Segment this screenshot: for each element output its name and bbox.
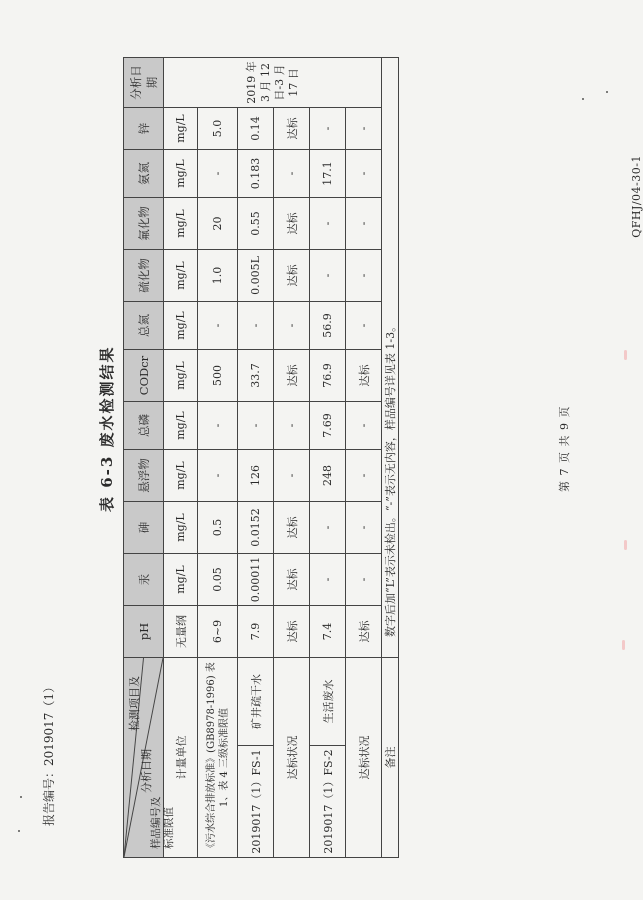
wastewater-results-table bbox=[123, 58, 397, 858]
scan-speck bbox=[582, 98, 584, 100]
standard-cell: 20 bbox=[198, 198, 238, 250]
status-cell: - bbox=[346, 402, 382, 450]
status-cell: - bbox=[274, 302, 310, 350]
value-cell: 0.005L bbox=[238, 250, 274, 302]
unit-cell: mg/L bbox=[164, 198, 198, 250]
status-fs1-row bbox=[274, 58, 310, 858]
status-label: 达标状况 bbox=[274, 658, 310, 858]
value-cell: 7.69 bbox=[310, 402, 346, 450]
col-arsenic: 砷 bbox=[124, 502, 164, 554]
corner-date-label: 分析日期 bbox=[140, 749, 153, 793]
units-row bbox=[164, 58, 198, 858]
standard-cell: 5.0 bbox=[198, 108, 238, 150]
status-cell: - bbox=[346, 554, 382, 606]
status-cell: 达标 bbox=[346, 606, 382, 658]
sample-fs2-row bbox=[310, 58, 346, 858]
table-title: 表 6-3 废水检测结果 bbox=[98, 345, 116, 512]
value-cell: 126 bbox=[238, 450, 274, 502]
standard-cell: 1.0 bbox=[198, 250, 238, 302]
remark-row bbox=[382, 58, 399, 858]
status-cell: 达标 bbox=[274, 554, 310, 606]
col-total-phosphorus: 总磷 bbox=[124, 402, 164, 450]
col-mercury: 汞 bbox=[124, 554, 164, 606]
value-cell: 0.00011 bbox=[238, 554, 274, 606]
analysis-date-value: 2019 年 3 月 12 日-3 月 17 日 bbox=[164, 58, 382, 108]
remark-text: 数字后加“L”表示未检出。“-”表示无内容，样品编号详见表 1-3。 bbox=[382, 58, 399, 658]
value-cell: 76.9 bbox=[310, 350, 346, 402]
status-cell: 达标 bbox=[274, 502, 310, 554]
value-cell: 0.183 bbox=[238, 150, 274, 198]
scan-speck bbox=[18, 830, 20, 832]
sample-name: 矿井疏干水 bbox=[238, 658, 274, 746]
standard-cell: 0.5 bbox=[198, 502, 238, 554]
unit-cell: mg/L bbox=[164, 402, 198, 450]
value-cell: - bbox=[238, 402, 274, 450]
scan-stain bbox=[624, 540, 627, 550]
units-label: 计量单位 bbox=[164, 658, 198, 858]
unit-cell: mg/L bbox=[164, 108, 198, 150]
status-cell: - bbox=[346, 302, 382, 350]
standard-row bbox=[198, 58, 238, 858]
standard-cell: - bbox=[198, 402, 238, 450]
unit-cell: mg/L bbox=[164, 502, 198, 554]
status-cell: 达标 bbox=[274, 250, 310, 302]
status-fs2-row bbox=[346, 58, 382, 858]
unit-cell: mg/L bbox=[164, 150, 198, 198]
sample-name: 生活废水 bbox=[310, 658, 346, 746]
value-cell: 56.9 bbox=[310, 302, 346, 350]
unit-cell: mg/L bbox=[164, 350, 198, 402]
scan-stain bbox=[624, 350, 627, 360]
status-cell: - bbox=[346, 108, 382, 150]
corner-sample-label: 样品编号及 标准限值 bbox=[150, 796, 175, 849]
value-cell: 17.1 bbox=[310, 150, 346, 198]
scan-stain bbox=[622, 640, 625, 650]
status-cell: - bbox=[274, 402, 310, 450]
unit-cell: mg/L bbox=[164, 554, 198, 606]
standard-cell: 500 bbox=[198, 350, 238, 402]
status-cell: 达标 bbox=[274, 198, 310, 250]
unit-cell: mg/L bbox=[164, 250, 198, 302]
col-analysis-date: 分析日期 bbox=[124, 58, 164, 108]
value-cell: 7.4 bbox=[310, 606, 346, 658]
corner-items-label: 检测项目及 bbox=[128, 676, 141, 731]
col-ammonia-nitrogen: 氨氮 bbox=[124, 150, 164, 198]
status-cell: - bbox=[346, 250, 382, 302]
standard-cell: 6~9 bbox=[198, 606, 238, 658]
col-codcr: CODcr bbox=[124, 350, 164, 402]
status-cell: - bbox=[346, 450, 382, 502]
value-cell: 0.0152 bbox=[238, 502, 274, 554]
value-cell: 248 bbox=[310, 450, 346, 502]
standard-cell: - bbox=[198, 302, 238, 350]
sample-id: 2019017（1）FS-2 bbox=[310, 746, 346, 858]
document-code: QFHJ/04-30-1 bbox=[630, 155, 643, 238]
scan-speck bbox=[606, 91, 608, 93]
status-cell: 达标 bbox=[274, 606, 310, 658]
sample-id: 2019017（1）FS-1 bbox=[238, 746, 274, 858]
value-cell: - bbox=[310, 554, 346, 606]
col-ph: pH bbox=[124, 606, 164, 658]
col-suspended-solids: 悬浮物 bbox=[124, 450, 164, 502]
status-cell: - bbox=[346, 198, 382, 250]
standard-cell: - bbox=[198, 450, 238, 502]
status-cell: - bbox=[346, 502, 382, 554]
value-cell: - bbox=[310, 250, 346, 302]
value-cell: 0.14 bbox=[238, 108, 274, 150]
col-sulfide: 硫化物 bbox=[124, 250, 164, 302]
value-cell: 7.9 bbox=[238, 606, 274, 658]
corner-header bbox=[124, 658, 175, 858]
value-cell: 33.7 bbox=[238, 350, 274, 402]
status-cell: 达标 bbox=[274, 350, 310, 402]
status-label: 达标状况 bbox=[346, 658, 382, 858]
scan-speck bbox=[20, 796, 22, 798]
value-cell: - bbox=[310, 198, 346, 250]
value-cell: - bbox=[310, 108, 346, 150]
standard-cell: 0.05 bbox=[198, 554, 238, 606]
value-cell: - bbox=[310, 502, 346, 554]
report-number: 报告编号：2019017（1） bbox=[42, 680, 56, 826]
value-cell: - bbox=[238, 302, 274, 350]
col-total-nitrogen: 总氮 bbox=[124, 302, 164, 350]
sample-fs1-row bbox=[238, 58, 274, 858]
status-cell: - bbox=[274, 450, 310, 502]
value-cell: 0.55 bbox=[238, 198, 274, 250]
status-cell: - bbox=[274, 150, 310, 198]
status-cell: 达标 bbox=[274, 108, 310, 150]
status-cell: 达标 bbox=[346, 350, 382, 402]
standard-label: 《污水综合排放标准》(GB8978-1996) 表 1、表 4 三级标准限值 bbox=[198, 658, 238, 858]
unit-cell: mg/L bbox=[164, 450, 198, 502]
col-zinc: 锌 bbox=[124, 108, 164, 150]
remark-label: 备注 bbox=[382, 658, 399, 858]
col-fluoride: 氟化物 bbox=[124, 198, 164, 250]
standard-cell: - bbox=[198, 150, 238, 198]
unit-cell: mg/L bbox=[164, 302, 198, 350]
status-cell: - bbox=[346, 150, 382, 198]
page-footer: 第 7 页 共 9 页 bbox=[558, 405, 571, 492]
unit-cell: 无量纲 bbox=[164, 606, 198, 658]
